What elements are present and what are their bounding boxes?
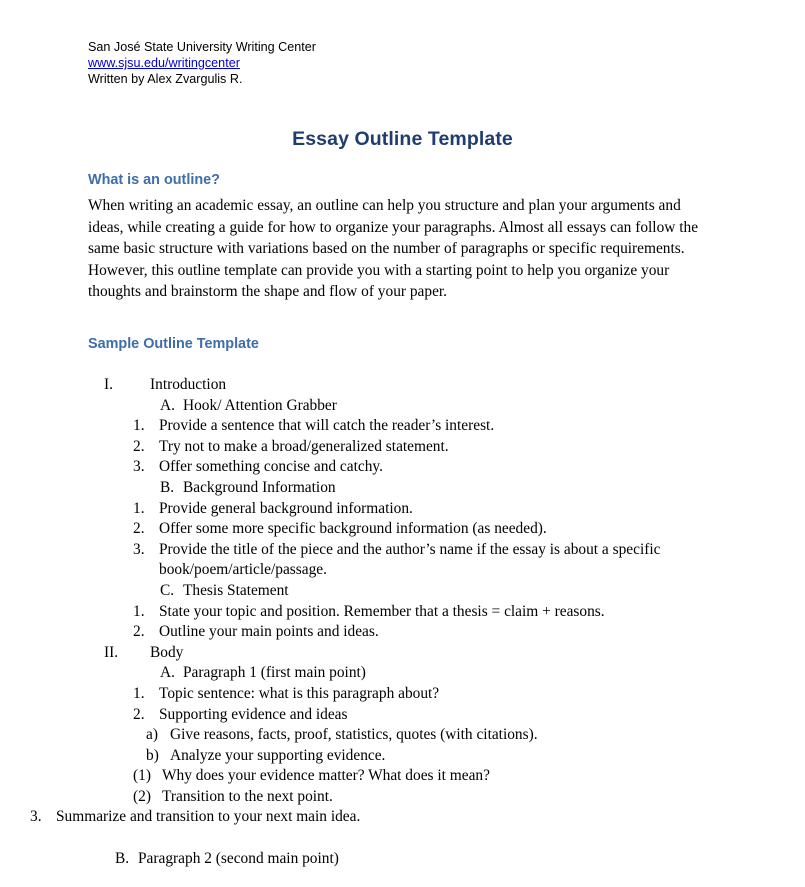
outline-item	[133, 540, 788, 581]
outline-item-give-reasons	[146, 725, 788, 746]
section-heading-what-is-an-outline: What is an outline?	[88, 172, 220, 188]
outline-item-supporting-evidence	[133, 705, 788, 726]
outline-item	[133, 457, 788, 478]
outline-item-analyze-evidence	[146, 746, 788, 767]
outline-item-label: Background Information	[183, 478, 336, 496]
intro-paragraph: When writing an academic essay, an outline can help you structure and plan your arguments and ideas, while creating a guide for how to organize your paragraphs. Almost all essays can follow the same basic structure with variations based on the number of paragraphs or specific requirements. However, this outline template can provide you with a starting point to help you organize your thoughts and brainstorm the shape and flow of your paper.	[88, 197, 699, 301]
outline-marker: II.	[104, 643, 119, 661]
outline-item-label: Offer something concise and catchy.	[159, 458, 383, 476]
outline-marker: 1.	[133, 499, 145, 517]
outline-item-label: Introduction	[150, 376, 227, 393]
outline-list	[30, 375, 788, 870]
outline-item-label: Provide a sentence that will catch the reader’s interest.	[159, 417, 495, 435]
outline-marker: I.	[104, 376, 113, 393]
outline-item-label: Give reasons, facts, proof, statistics, quotes (with citations).	[170, 726, 538, 744]
outline-item-background-information	[160, 478, 788, 499]
outline-item-label: Transition to the next point.	[162, 787, 333, 805]
outline-marker: (2)	[133, 787, 151, 805]
outline-marker: 3.	[133, 458, 145, 476]
page-title: Essay Outline Template	[292, 128, 513, 150]
outline-marker: C.	[160, 581, 175, 599]
outline-item	[133, 602, 788, 623]
outline-item-label: State your topic and position. Remember that a thesis = claim + reasons.	[159, 602, 605, 620]
outline-item-label: Hook/ Attention Grabber	[183, 396, 337, 414]
outline-marker: 2.	[133, 623, 145, 641]
outline-marker: 2.	[133, 520, 145, 538]
outline-item	[133, 519, 788, 540]
outline-item-label: Provide the title of the piece and the author’s name if the essay is about a specific book/poem/article/passage.	[159, 540, 661, 579]
writing-center-url-line	[88, 55, 316, 71]
outline-marker: b)	[146, 746, 159, 764]
outline-item-label: Paragraph 2 (second main point)	[138, 850, 339, 868]
organization-name: San José State University Writing Center	[88, 40, 316, 54]
outline-marker: 3.	[30, 808, 42, 826]
outline-item-paragraph-1	[160, 663, 788, 684]
outline-item-label: Topic sentence: what is this paragraph about?	[159, 684, 440, 702]
outline-item-introduction	[104, 375, 788, 396]
outline-item-thesis-statement	[160, 581, 788, 602]
outline-item	[133, 766, 788, 787]
outline-item-paragraph-2	[115, 849, 788, 870]
outline-item-label: Paragraph 1 (first main point)	[183, 664, 366, 682]
outline-item-topic-sentence	[133, 684, 788, 705]
outline-item-label: Analyze your supporting evidence.	[170, 746, 386, 764]
outline-marker: 2.	[133, 705, 145, 723]
outline-marker: a)	[146, 726, 158, 744]
outline-item-summarize	[30, 807, 788, 828]
outline-item-label: Supporting evidence and ideas	[159, 705, 348, 723]
document-header	[88, 39, 316, 88]
outline-item-body	[104, 643, 788, 664]
outline-marker: 1.	[133, 602, 145, 620]
outline-marker: (1)	[133, 767, 151, 785]
outline-item	[133, 787, 788, 808]
outline-item	[133, 416, 788, 437]
author-byline: Written by Alex Zvargulis R.	[88, 72, 243, 87]
outline-item-hook	[160, 396, 788, 417]
outline-marker: A.	[160, 664, 175, 682]
outline-item-label: Summarize and transition to your next main idea.	[56, 808, 361, 826]
outline-marker: 1.	[133, 417, 145, 435]
outline-marker: B.	[115, 850, 130, 868]
outline-marker: 1.	[133, 684, 145, 702]
section-heading-sample-outline-template: Sample Outline Template	[88, 336, 259, 352]
outline-item-label: Offer some more specific background information (as needed).	[159, 520, 547, 538]
outline-marker: 3.	[133, 540, 145, 558]
outline-marker: A.	[160, 396, 175, 414]
outline-item	[133, 499, 788, 520]
outline-item-label: Thesis Statement	[183, 581, 289, 599]
outline-marker: B.	[160, 478, 175, 496]
outline-item-label: Try not to make a broad/generalized statement.	[159, 437, 449, 455]
outline-item-label: Body	[150, 643, 184, 661]
writing-center-link[interactable]: www.sjsu.edu/writingcenter	[88, 56, 240, 71]
outline-item-label: Outline your main points and ideas.	[159, 623, 379, 641]
outline-item	[133, 437, 788, 458]
outline-item-label: Provide general background information.	[159, 499, 413, 517]
outline-item	[133, 622, 788, 643]
outline-item-label: Why does your evidence matter? What does it mean?	[162, 767, 490, 785]
outline-marker: 2.	[133, 437, 145, 455]
